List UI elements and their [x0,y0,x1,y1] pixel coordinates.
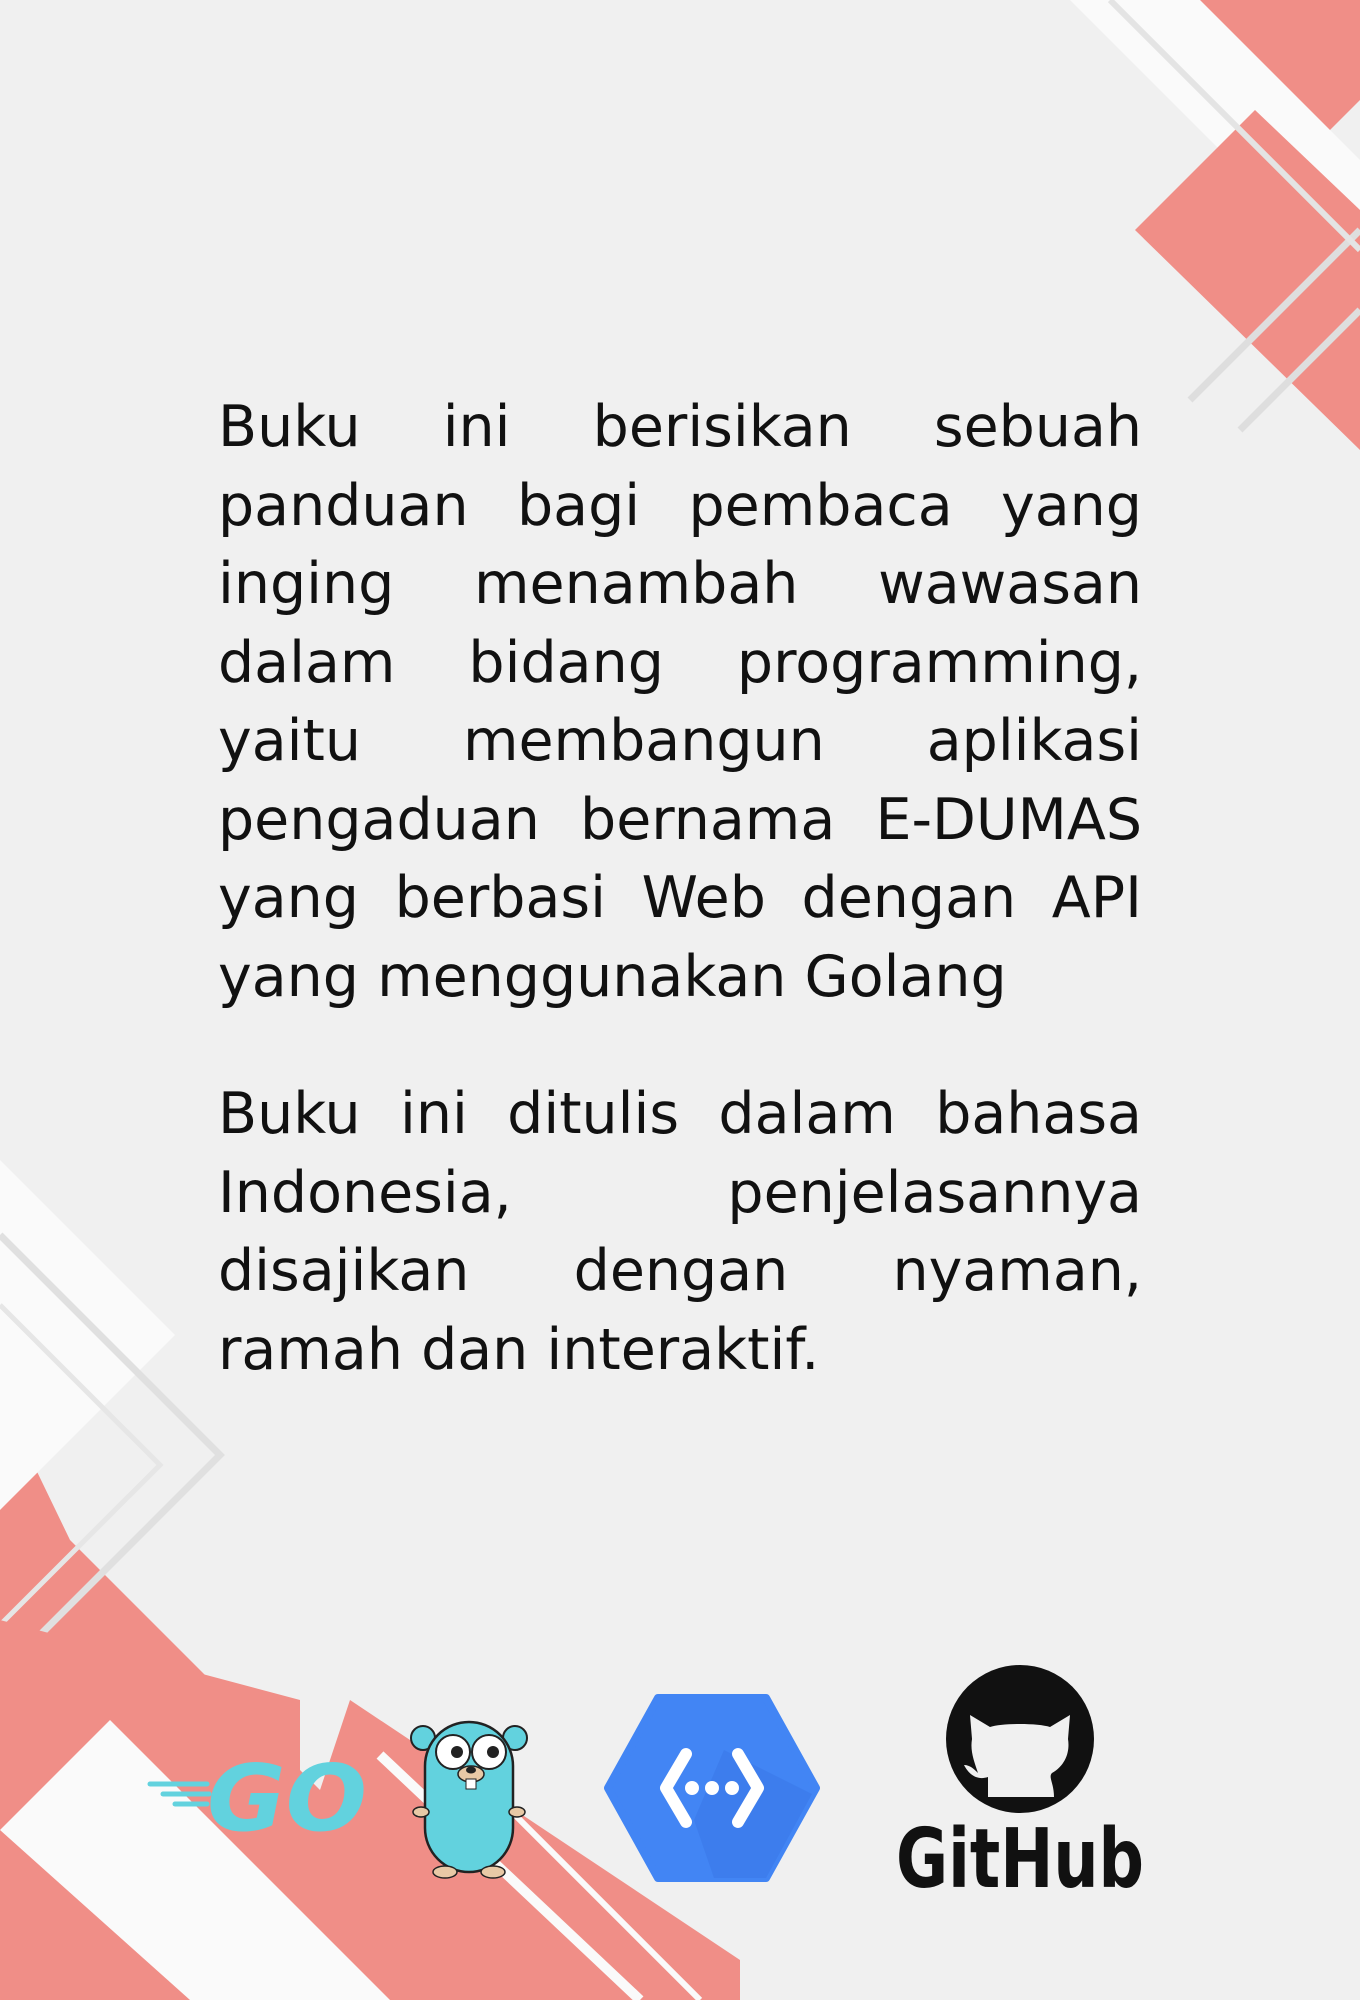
cloud-functions-logo [604,1690,820,1886]
github-octocat-icon [946,1665,1094,1813]
github-wordmark: GitHub [896,1812,1144,1907]
github-logo [890,1665,1150,1907]
description-paragraph-2 [218,1075,1142,1389]
go-gopher-icon [411,1722,527,1878]
top-right-decoration [1070,0,1360,450]
go-speed-lines [150,1784,209,1804]
paragraph-text: Buku ini ditulis dalam bahasa Indonesia, penjelasannya disajikan dengan nyaman, ramah dan interaktif. [218,1081,1142,1383]
go-logo [145,1712,535,1887]
paragraph-text: Buku ini berisikan sebuah panduan bagi pembaca yang inging menambah wawasan dalam bidang programming, yaitu membangun aplikasi pengaduan bernama E-DUMAS yang berbasi Web dengan API yang menggunakan Golang [218,394,1142,1010]
description-paragraph-1 [218,388,1142,1016]
cloud-functions-icon [608,1698,816,1878]
go-wordmark: GO [207,1745,367,1852]
